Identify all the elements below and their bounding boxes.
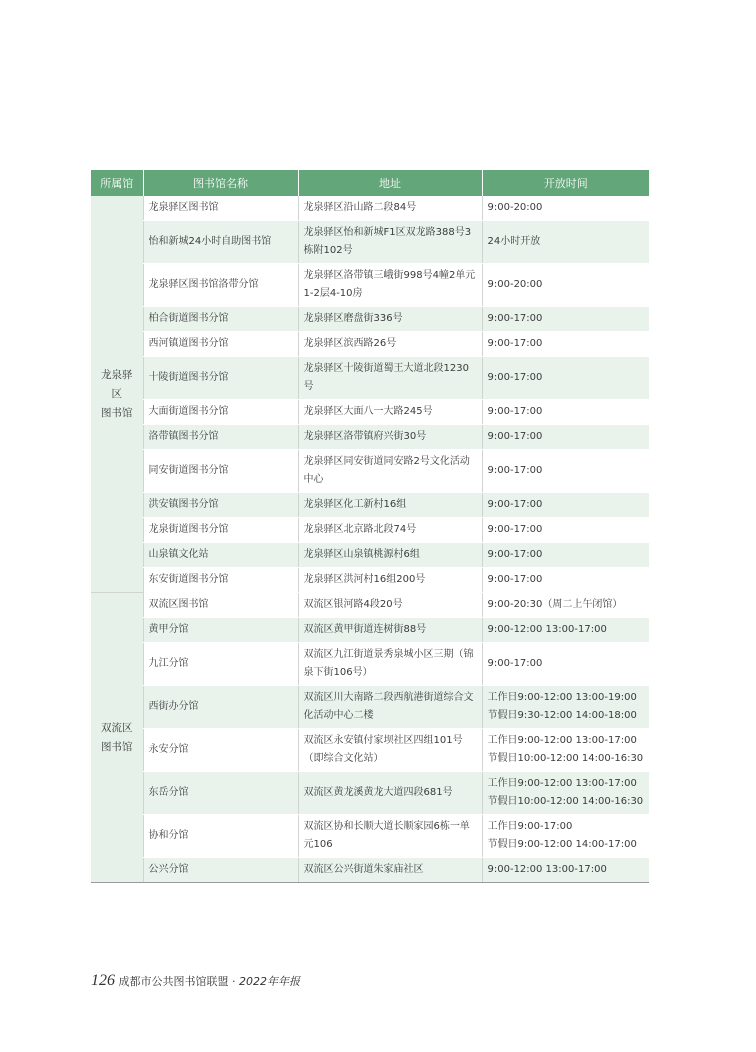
- address-cell: 龙泉驿区滨西路26号: [298, 332, 482, 357]
- table-row: [91, 196, 649, 221]
- opening-hours-cell: 工作日9:00-12:00 13:00-17:00 节假日10:00-12:00 14:00-16:30: [482, 729, 649, 772]
- library-name-cell: 山泉镇文化站: [143, 543, 298, 568]
- address-cell: 双流区九江街道景秀泉城小区三期（锦泉下街106号）: [298, 643, 482, 686]
- library-name-cell: 双流区图书馆: [143, 593, 298, 618]
- library-name-cell: 九江分馆: [143, 643, 298, 686]
- opening-hours-cell: 9:00-17:00: [482, 518, 649, 543]
- table-row: [91, 815, 649, 858]
- opening-hours-cell: 9:00-20:00: [482, 264, 649, 307]
- address-cell: 龙泉驿区怡和新城F1区双龙路388号3栋附102号: [298, 221, 482, 264]
- table-row: [91, 357, 649, 400]
- table-row: [91, 729, 649, 772]
- library-name-cell: 西街办分馆: [143, 686, 298, 729]
- address-cell: 龙泉驿区十陵街道蜀王大道北段1230号: [298, 357, 482, 400]
- opening-hours-cell: 9:00-17:00: [482, 400, 649, 425]
- address-cell: 双流区川大南路二段西航港街道综合文化活动中心二楼: [298, 686, 482, 729]
- table-row: [91, 618, 649, 643]
- opening-hours-cell: 9:00-17:00: [482, 307, 649, 332]
- opening-hours-cell: 工作日9:00-12:00 13:00-19:00 节假日9:30-12:00 14:00-18:00: [482, 686, 649, 729]
- address-cell: 龙泉驿区洛带镇府兴街30号: [298, 425, 482, 450]
- table-row: [91, 400, 649, 425]
- address-cell: 龙泉驿区洪河村16组200号: [298, 568, 482, 593]
- library-name-cell: 西河镇道图书分馆: [143, 332, 298, 357]
- table-row: [91, 593, 649, 618]
- table-row: [91, 518, 649, 543]
- table-row: [91, 568, 649, 593]
- table-row: [91, 332, 649, 357]
- address-cell: 龙泉驿区山泉镇桃源村6组: [298, 543, 482, 568]
- address-cell: 龙泉驿区北京路北段74号: [298, 518, 482, 543]
- header-library-name: 图书馆名称: [143, 170, 298, 196]
- address-cell: 龙泉驿区化工新村16组: [298, 493, 482, 518]
- table-row: [91, 858, 649, 883]
- address-cell: 双流区公兴街道朱家庙社区: [298, 858, 482, 883]
- library-name-cell: 东安街道图书分馆: [143, 568, 298, 593]
- address-cell: 龙泉驿区同安街道同安路2号文化活动中心: [298, 450, 482, 493]
- table-row: [91, 686, 649, 729]
- table-row: [91, 221, 649, 264]
- address-cell: 龙泉驿区洛带镇三峨街998号4幢2单元1-2层4-10房: [298, 264, 482, 307]
- footer-title: 成都市公共图书馆联盟: [118, 975, 229, 988]
- library-name-cell: 同安街道图书分馆: [143, 450, 298, 493]
- library-table: [91, 170, 649, 883]
- opening-hours-cell: 9:00-17:00: [482, 493, 649, 518]
- library-name-cell: 协和分馆: [143, 815, 298, 858]
- library-name-cell: 公兴分馆: [143, 858, 298, 883]
- branch-cell: 双流区 图书馆: [91, 593, 143, 883]
- header-branch: 所属馆: [91, 170, 143, 196]
- address-cell: 双流区黄甲街道连树街88号: [298, 618, 482, 643]
- library-name-cell: 龙泉驿区图书馆洛带分馆: [143, 264, 298, 307]
- library-name-cell: 洛带镇图书分馆: [143, 425, 298, 450]
- library-name-cell: 洪安镇图书分馆: [143, 493, 298, 518]
- header-opening-hours: 开放时间: [482, 170, 649, 196]
- header-address: 地址: [298, 170, 482, 196]
- opening-hours-cell: 9:00-17:00: [482, 450, 649, 493]
- footer-separator: ·: [232, 975, 236, 988]
- library-name-cell: 黄甲分馆: [143, 618, 298, 643]
- opening-hours-cell: 9:00-17:00: [482, 643, 649, 686]
- opening-hours-cell: 工作日9:00-17:00 节假日9:00-12:00 14:00-17:00: [482, 815, 649, 858]
- opening-hours-cell: 9:00-12:00 13:00-17:00: [482, 858, 649, 883]
- page-footer: [91, 972, 300, 990]
- table-row: [91, 264, 649, 307]
- library-name-cell: 大面街道图书分馆: [143, 400, 298, 425]
- library-name-cell: 永安分馆: [143, 729, 298, 772]
- address-cell: 双流区永安镇付家坝社区四组101号（即综合文化站）: [298, 729, 482, 772]
- library-name-cell: 龙泉街道图书分馆: [143, 518, 298, 543]
- branch-cell: 龙泉驿区 图书馆: [91, 196, 143, 593]
- opening-hours-cell: 9:00-17:00: [482, 357, 649, 400]
- page-number: 126: [91, 972, 115, 989]
- table-row: [91, 643, 649, 686]
- opening-hours-cell: 9:00-20:00: [482, 196, 649, 221]
- opening-hours-cell: 9:00-17:00: [482, 568, 649, 593]
- library-name-cell: 龙泉驿区图书馆: [143, 196, 298, 221]
- table-row: [91, 450, 649, 493]
- table-row: [91, 772, 649, 815]
- address-cell: 双流区协和长顺大道长顺家园6栋一单元106: [298, 815, 482, 858]
- address-cell: 龙泉驿区磨盘街336号: [298, 307, 482, 332]
- table-row: [91, 543, 649, 568]
- footer-subtitle: 2022年年报: [239, 975, 300, 988]
- library-name-cell: 十陵街道图书分馆: [143, 357, 298, 400]
- opening-hours-cell: 9:00-17:00: [482, 425, 649, 450]
- opening-hours-cell: 工作日9:00-12:00 13:00-17:00 节假日10:00-12:00 14:00-16:30: [482, 772, 649, 815]
- address-cell: 双流区银河路4段20号: [298, 593, 482, 618]
- table-row: [91, 307, 649, 332]
- library-name-cell: 怡和新城24小时自助图书馆: [143, 221, 298, 264]
- opening-hours-cell: 9:00-17:00: [482, 543, 649, 568]
- opening-hours-cell: 9:00-12:00 13:00-17:00: [482, 618, 649, 643]
- address-cell: 双流区黄龙溪黄龙大道四段681号: [298, 772, 482, 815]
- address-cell: 龙泉驿区大面八一大路245号: [298, 400, 482, 425]
- opening-hours-cell: 9:00-17:00: [482, 332, 649, 357]
- library-name-cell: 柏合街道图书分馆: [143, 307, 298, 332]
- opening-hours-cell: 24小时开放: [482, 221, 649, 264]
- table-header-row: [91, 170, 649, 196]
- table-row: [91, 425, 649, 450]
- library-name-cell: 东岳分馆: [143, 772, 298, 815]
- table-row: [91, 493, 649, 518]
- opening-hours-cell: 9:00-20:30（周二上午闭馆）: [482, 593, 649, 618]
- address-cell: 龙泉驿区沿山路二段84号: [298, 196, 482, 221]
